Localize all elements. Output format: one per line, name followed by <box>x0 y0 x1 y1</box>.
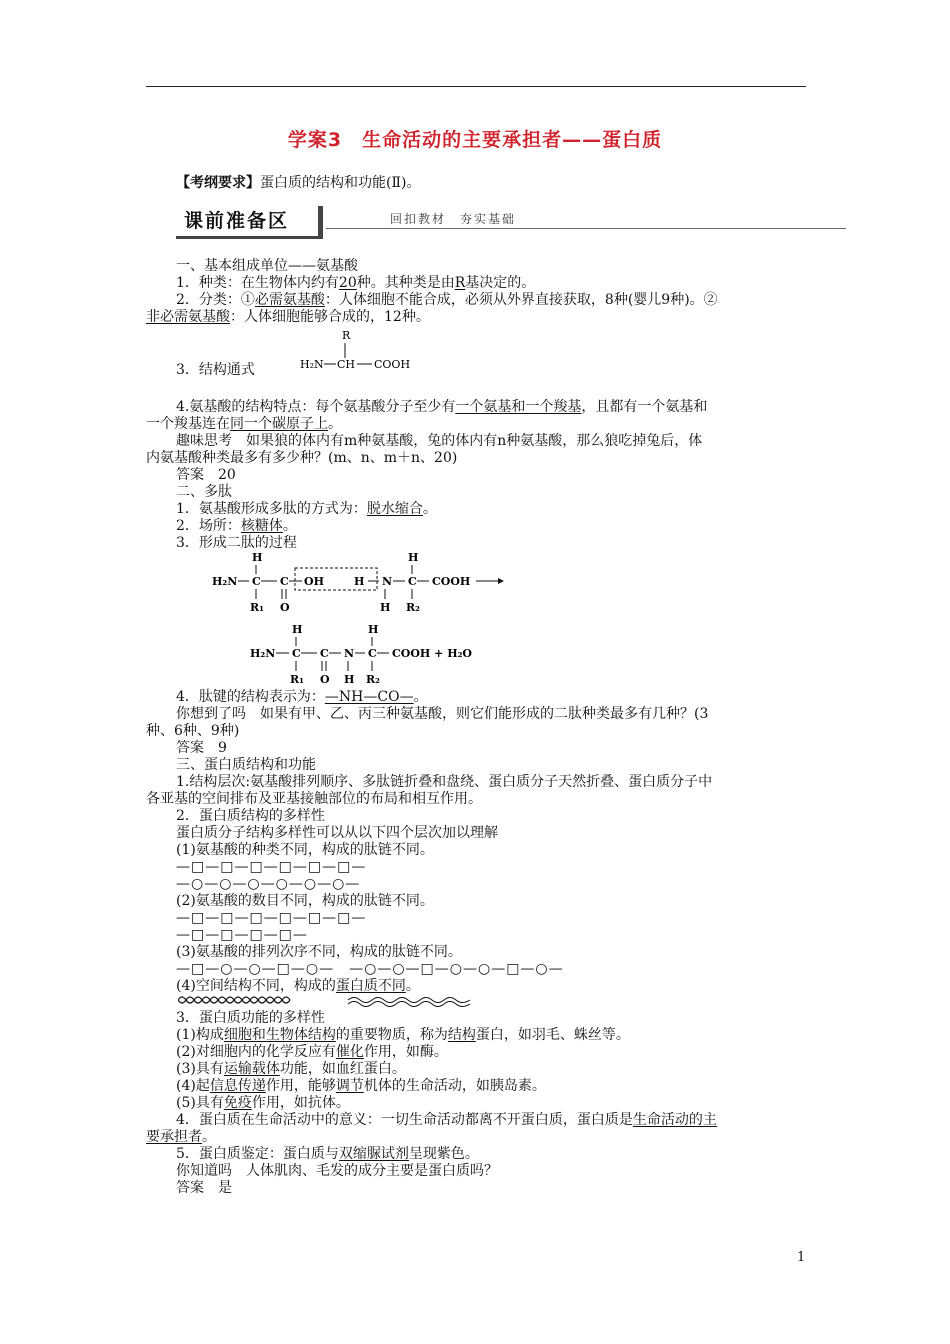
s3-line6: (2)氨基酸的数目不同，构成的肽链不同。 <box>176 893 434 909</box>
s1-answer: 答案 20 <box>176 467 236 483</box>
s1-line5: 4.氨基酸的结构特点：每个氨基酸分子至少有一个氨基和一个羧基，且都有一个氨基和 <box>176 399 708 415</box>
svg-text:C: C <box>280 575 289 588</box>
svg-text:H: H <box>408 551 419 564</box>
s1-line6: 一个羧基连在同一个碳原子上。 <box>146 416 342 432</box>
svg-text:H₂N: H₂N <box>250 647 276 660</box>
s3-func1: (1)构成细胞和生物体结构的重要物质，称为结构蛋白，如羽毛、蛛丝等。 <box>176 1027 630 1043</box>
s3-func2: (2)对细胞内的化学反应有催化作用，如酶。 <box>176 1044 448 1060</box>
svg-text:C: C <box>368 647 377 660</box>
chain-circles-1: —○—○—○—○—○—○— <box>176 876 361 892</box>
s1-line2: 2．分类：①必需氨基酸：人体细胞不能合成，必须从外界直接获取，8种(婴儿9种)。② <box>176 292 718 308</box>
s2-line3: 3．形成二肽的过程 <box>176 535 297 551</box>
formula-cooh: COOH <box>374 358 411 371</box>
svg-text:R₂: R₂ <box>406 601 420 614</box>
chain-squares-2: —□—□—□—□—□—□— <box>176 910 367 926</box>
s2-answer: 答案 9 <box>176 740 227 756</box>
banner-label: 课前准备区 <box>176 206 323 239</box>
svg-text:O: O <box>320 673 330 686</box>
svg-text:R₁: R₁ <box>250 601 264 614</box>
s1-line8: 内氨基酸种类最多有多少种？(m、n、m＋n、20) <box>146 450 458 466</box>
svg-text:COOH + H₂O: COOH + H₂O <box>392 647 472 660</box>
s3-func3: (3)具有运输载体功能，如血红蛋白。 <box>176 1061 406 1077</box>
exam-requirement: 【考纲要求】蛋白质的结构和功能(Ⅱ)。 <box>176 175 421 191</box>
s2-line5: 你想到了吗 如果有甲、乙、丙三种氨基酸，则它们能形成的二肽种类最多有几种？(3 <box>176 706 709 722</box>
s3-func5: (5)具有免疫作用，如抗体。 <box>176 1095 350 1111</box>
s1-line7: 趣味思考 如果狼的体内有m种氨基酸，兔的体内有n种氨基酸，那么狼吃掉兔后，体 <box>176 433 703 449</box>
s3-answer: 答案 是 <box>176 1180 232 1196</box>
s2-heading: 二、多肽 <box>176 484 232 500</box>
svg-text:C: C <box>320 647 329 660</box>
svg-text:H₂N: H₂N <box>212 575 238 588</box>
svg-text:H: H <box>252 551 263 564</box>
s1-line4: 3．结构通式 <box>176 362 255 378</box>
page-title: 学案3 生命活动的主要承担者——蛋白质 <box>287 129 663 151</box>
dipeptide-product <box>248 622 488 690</box>
svg-text:C: C <box>292 647 301 660</box>
s3-func4: (4)起信息传递作用，能够调节机体的生命活动，如胰岛素。 <box>176 1078 546 1094</box>
svg-text:H: H <box>354 575 365 588</box>
s3-line2: 各亚基的空间排布及亚基接触部位的布局和相互作用。 <box>146 791 482 807</box>
s1-heading: 一、基本组成单位——氨基酸 <box>176 258 358 274</box>
s3-meaning-1: 4．蛋白质在生命活动中的意义：一切生命活动都离不开蛋白质，蛋白质是生命活动的主 <box>176 1112 717 1128</box>
banner-rule <box>326 228 846 229</box>
svg-text:O: O <box>280 601 290 614</box>
page-number: 1 <box>797 1250 806 1265</box>
svg-text:H: H <box>344 673 355 686</box>
svg-text:H: H <box>292 623 303 636</box>
s2-line1: 1．氨基酸形成多肽的方式为：脱水缩合。 <box>176 501 437 517</box>
svg-text:H: H <box>368 623 379 636</box>
formula-ch: CH <box>337 358 356 371</box>
s2-line4: 4．肽键的结构表示为：—NH—CO—。 <box>176 689 428 705</box>
chain-squares-3: —□—□—□—□— <box>176 927 308 943</box>
s2-line2: 2．场所：核糖体。 <box>176 518 297 534</box>
svg-text:OH: OH <box>304 575 324 588</box>
svg-text:N: N <box>382 575 393 588</box>
s3-line4: 蛋白质分子结构多样性可以从以下四个层次加以理解 <box>176 825 498 841</box>
svg-text:COOH: COOH <box>432 575 471 588</box>
svg-text:R₂: R₂ <box>366 673 380 686</box>
s2-line6: 种、6种、9种) <box>146 723 240 739</box>
formula-r: R <box>342 329 351 342</box>
s3-line1: 1.结构层次:氨基酸排列顺序、多肽链折叠和盘绕、蛋白质分子天然折叠、蛋白质分子中 <box>176 774 713 790</box>
dipeptide-reactants <box>208 550 508 620</box>
svg-text:R₁: R₁ <box>290 673 304 686</box>
svg-text:N: N <box>344 647 355 660</box>
svg-text:C: C <box>408 575 417 588</box>
s3-line9: 3．蛋白质功能的多样性 <box>176 1010 325 1026</box>
s3-meaning-2: 要承担者。 <box>146 1129 216 1145</box>
chain-mixed: —□—○—○—□—○— —○—○—□—○—○—□—○— <box>176 961 564 977</box>
formula-h2n: H₂N <box>300 358 324 371</box>
s3-heading: 三、蛋白质结构和功能 <box>176 757 316 773</box>
banner-subtitle: 回扣教材 夯实基础 <box>390 212 517 226</box>
chain-squares-1: —□—□—□—□—□—□— <box>176 859 367 875</box>
s3-line7: (3)氨基酸的排列次序不同，构成的肽链不同。 <box>176 944 462 960</box>
s3-line8: (4)空间结构不同，构成的蛋白质不同。 <box>176 978 420 994</box>
svg-text:H: H <box>380 601 391 614</box>
svg-text:C: C <box>252 575 261 588</box>
s3-identify: 5．蛋白质鉴定：蛋白质与双缩脲试剂呈现紫色。 <box>176 1146 479 1162</box>
s1-line1: 1．种类：在生物体内约有20种。其种类是由R基决定的。 <box>176 275 536 291</box>
s1-line3: 非必需氨基酸：人体细胞能够合成的，12种。 <box>146 309 430 325</box>
s3-question: 你知道吗 人体肌肉、毛发的成分主要是蛋白质吗？ <box>176 1163 498 1179</box>
s3-line3: 2．蛋白质结构的多样性 <box>176 808 325 824</box>
top-rule <box>146 86 806 87</box>
amino-acid-formula <box>296 328 426 376</box>
folded-chain-figures <box>178 992 478 1008</box>
section-banner <box>176 206 846 242</box>
s3-line5: (1)氨基酸的种类不同，构成的肽链不同。 <box>176 842 434 858</box>
